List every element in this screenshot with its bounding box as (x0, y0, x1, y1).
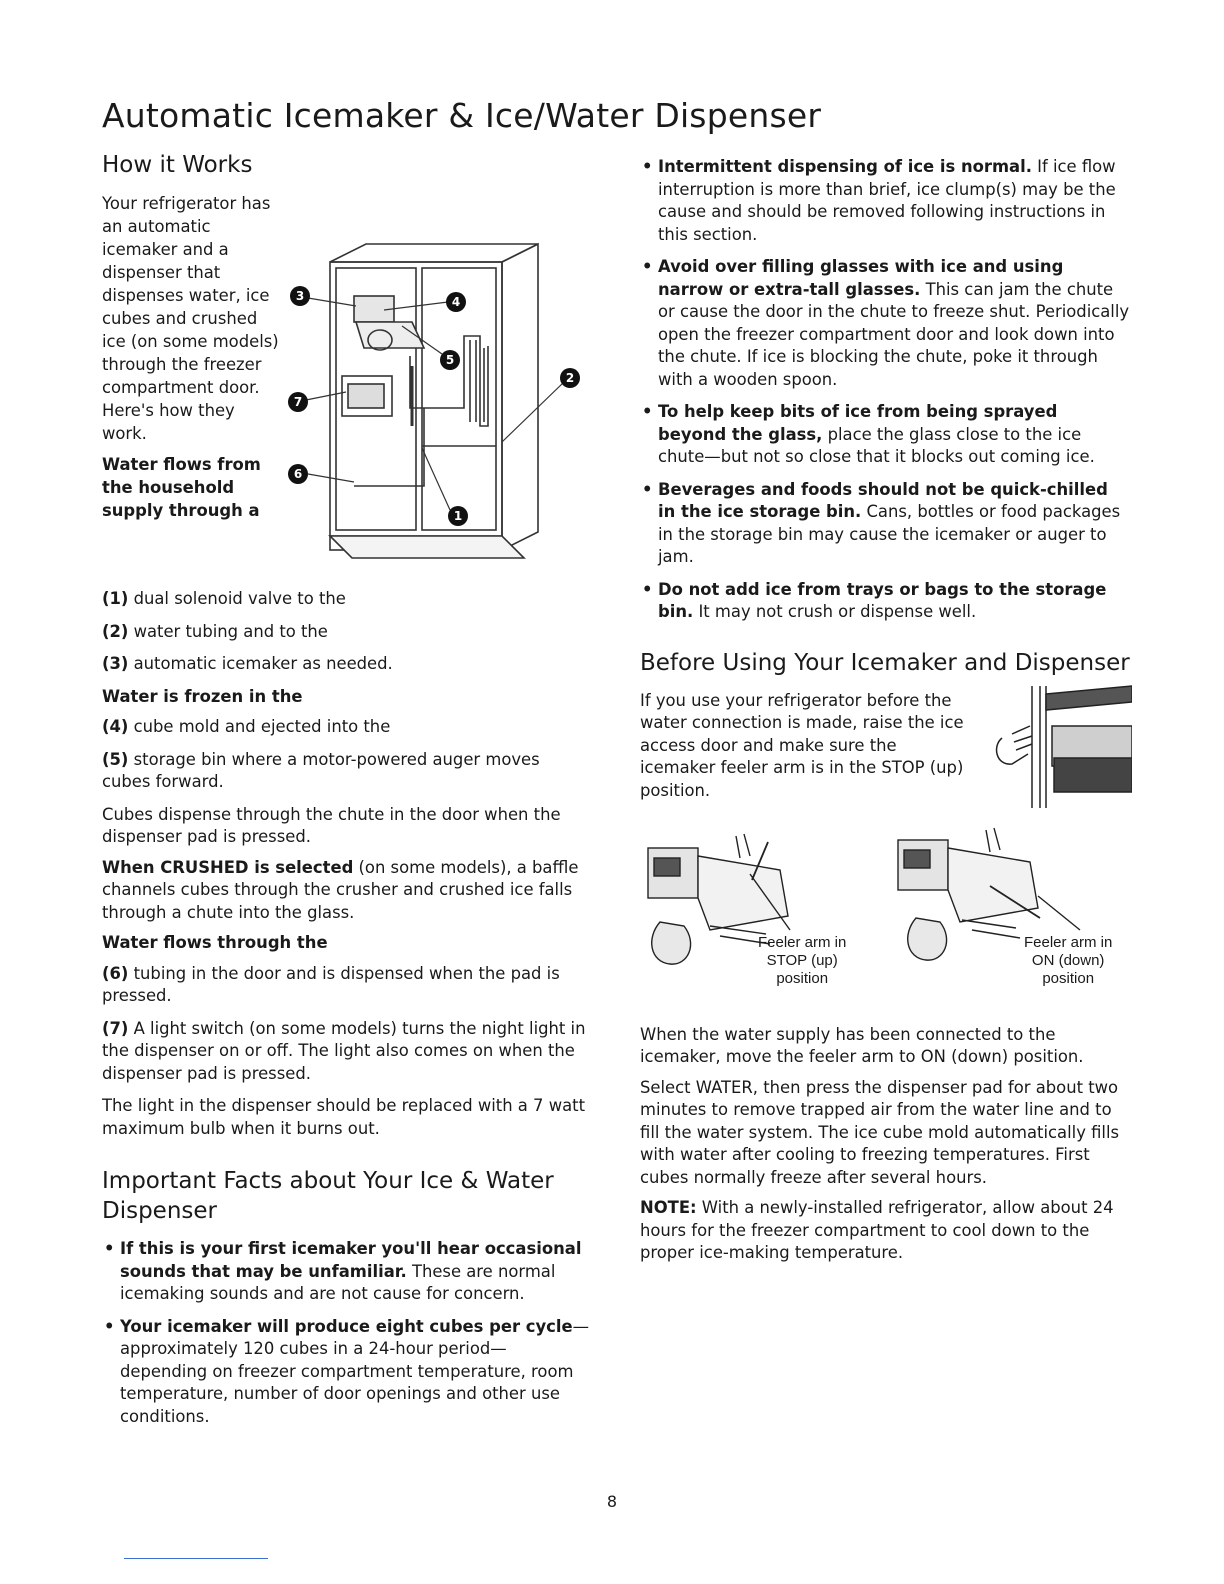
how-it-works-heading: How it Works (102, 152, 253, 178)
flows-subhead: Water flows through the (102, 933, 328, 952)
step-1: (1) dual solenoid valve to the (102, 589, 346, 608)
list-item: • If this is your first icemaker you'll hear occasional sounds that may be unfamiliar. These are normal icemaking sounds and are not cause for concern. (104, 1239, 582, 1303)
callout-1: 1 (453, 509, 463, 523)
before-paragraph: If you use your refrigerator before the water connection is made, raise the ice access door and make sure the icemaker feeler arm is in the STOP (up) position. (640, 690, 964, 800)
stop-caption: Feeler arm in STOP (up) position (758, 933, 847, 987)
callout-7: 7 (293, 395, 303, 409)
refrigerator-diagram (284, 236, 584, 576)
ice-access-door-illustration (982, 682, 1132, 812)
connected-paragraph: When the water supply has been connected to the icemaker, move the feeler arm to ON (down) position. (640, 1024, 1084, 1066)
page-title: Automatic Icemaker & Ice/Water Dispenser (102, 96, 822, 135)
chute-paragraph: Cubes dispense through the chute in the door when the dispenser pad is pressed. (102, 804, 561, 846)
list-item: • Your icemaker will produce eight cubes per cycle—approximately 120 cubes in a 24-hour period—depending on freezer compartment temperature, room temperature, number of door openings and other use conditions. (104, 1316, 590, 1426)
step-3: (3) automatic icemaker as needed. (102, 654, 393, 673)
note-paragraph: NOTE: With a newly-installed refrigerator, allow about 24 hours for the freezer compartment to cool down to the proper ice-making temperature. (640, 1198, 1114, 1262)
right-column (640, 156, 1130, 1273)
before-using-intro (640, 690, 1130, 820)
water-supply-subhead: Water flows from the household supply through a (102, 455, 261, 520)
callout-6: 6 (293, 467, 303, 481)
callout-3: 3 (295, 289, 305, 303)
before-using-heading: Before Using Your Icemaker and Dispenser (640, 649, 1130, 676)
crushed-paragraph: When CRUSHED is selected (on some models), a baffle channels cubes through the crusher and crushed ice falls through a chute into the glass. (102, 857, 579, 922)
step-5: (5) storage bin where a motor-powered auger moves cubes forward. (102, 749, 540, 791)
facts-heading: Important Facts about Your Ice & Water Dispenser (102, 1168, 554, 1224)
list-item: • To help keep bits of ice from being sprayed beyond the glass, place the glass close to the ice chute—but not so close that it blocks out coming ice. (642, 402, 1095, 466)
feeler-arm-figures (640, 826, 1130, 1016)
page-number: 8 (606, 1492, 618, 1511)
frozen-subhead: Water is frozen in the (102, 686, 303, 706)
list-item: • Avoid over filling glasses with ice and using narrow or extra-tall glasses. This can jam the chute or cause the door in the chute to freeze shut. Periodically open the freezer compartment door and look down into the chute. If ice is blocking the chute, poke it through with a wooden spoon. (642, 257, 1130, 389)
list-item: • Do not add ice from trays or bags to the storage bin. It may not crush or dispense well. (642, 579, 1107, 621)
select-water-paragraph: Select WATER, then press the dispenser pad for about two minutes to remove trapped air from the water line and to fill the water system. The ice cube mold automatically fills with water after cooling to freezing temperatures. First cubes normally freeze after several hours. (640, 1077, 1120, 1187)
callout-4: 4 (451, 295, 461, 309)
step-6: (6) tubing in the door and is dispensed when the pad is pressed. (102, 963, 560, 1005)
diagram-callouts (288, 286, 580, 526)
step-4: (4) cube mold and ejected into the (102, 717, 391, 736)
on-caption: Feeler arm in ON (down) position (1024, 933, 1113, 987)
intro-paragraph: Your refrigerator has an automatic icemaker and a dispenser that dispenses water, ice cubes and crushed ice (on some models) through the freezer compartment door. Here's how they work. (102, 194, 279, 443)
step-2: (2) water tubing and to the (102, 621, 328, 641)
how-it-works-intro (102, 192, 592, 588)
left-column (102, 150, 592, 1438)
list-item: • Intermittent dispensing of ice is normal. If ice flow interruption is more than brief, ice clump(s) may be the cause and should be removed following instructions in this section. (642, 157, 1116, 244)
facts-list-left (102, 1238, 592, 1428)
facts-list-right (640, 156, 1130, 624)
footer-divider (124, 1558, 268, 1559)
callout-5: 5 (445, 353, 455, 367)
callout-2: 2 (565, 371, 575, 385)
step-7: (7) A light switch (on some models) turns the night light in the dispenser on or off. The light also comes on when the dispenser pad is pressed. (102, 1018, 586, 1083)
list-item: • Beverages and foods should not be quick-chilled in the ice storage bin. Cans, bottles or food packages in the storage bin may cause the icemaker or auger to jam. (642, 479, 1121, 566)
bulb-paragraph: The light in the dispenser should be replaced with a 7 watt maximum bulb when it burns out. (102, 1096, 586, 1138)
